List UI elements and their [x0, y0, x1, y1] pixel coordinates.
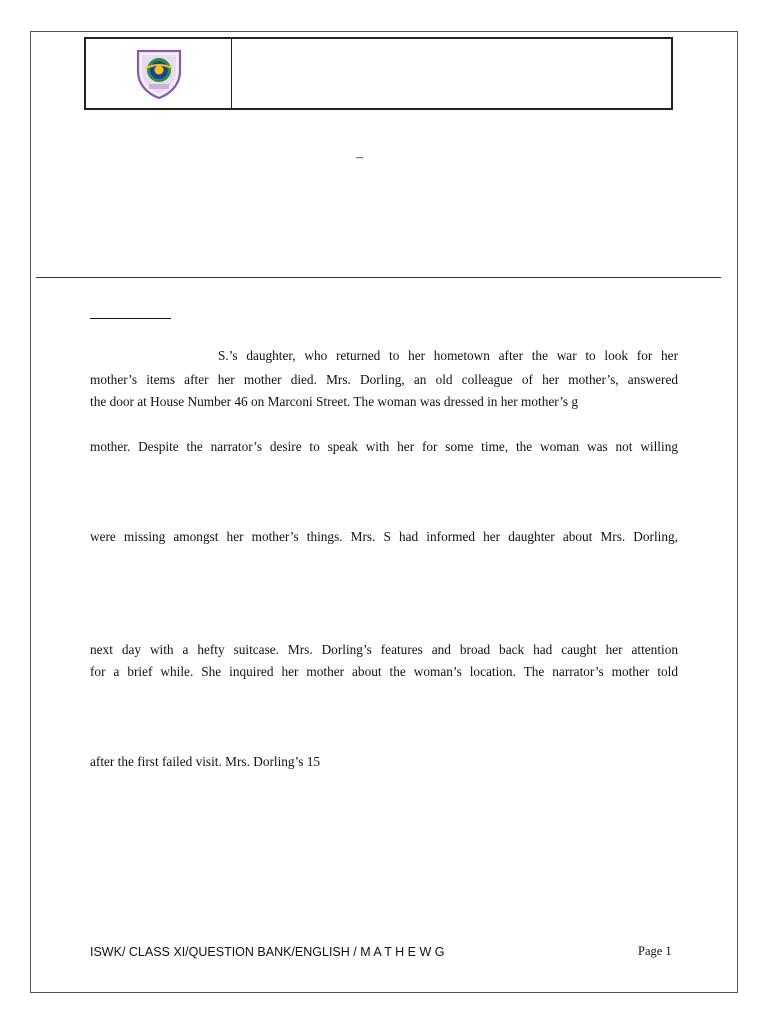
header-title-cell	[232, 39, 671, 108]
footer-course-label: ISWK/ CLASS XI/QUESTION BANK/ENGLISH / M A T H E W G	[90, 945, 445, 959]
footer-page-number: Page 1	[638, 944, 672, 958]
logo-cell	[86, 39, 232, 108]
separator-dash: –	[356, 150, 363, 165]
page-border	[30, 31, 738, 993]
body-line: mother. Despite the narrator’s desire to speak with her for some time, the woman was not willing	[90, 439, 678, 454]
body-line: the door at House Number 46 on Marconi Street. The woman was dressed in her mother’s g	[90, 394, 579, 409]
header-table	[84, 37, 673, 110]
body-line: next day with a hefty suitcase. Mrs. Dorling’s features and broad back had caught her attention	[90, 642, 678, 657]
body-line: for a brief while. She inquired her mother about the woman’s location. The narrator’s mother told	[90, 664, 678, 679]
body-line: S.’s daughter, who returned to her hometown after the war to look for her	[218, 348, 678, 363]
body-line: were missing amongst her mother’s things. Mrs. S had informed her daughter about Mrs. Dorling,	[90, 529, 678, 544]
school-shield-crest-icon	[132, 47, 186, 101]
horizontal-rule	[36, 277, 721, 278]
body-line: mother’s items after her mother died. Mrs. Dorling, an old colleague of her mother’s, answered	[90, 372, 678, 387]
body-line: after the first failed visit. Mrs. Dorling’s 15	[90, 754, 321, 769]
heading-underline	[90, 318, 171, 319]
